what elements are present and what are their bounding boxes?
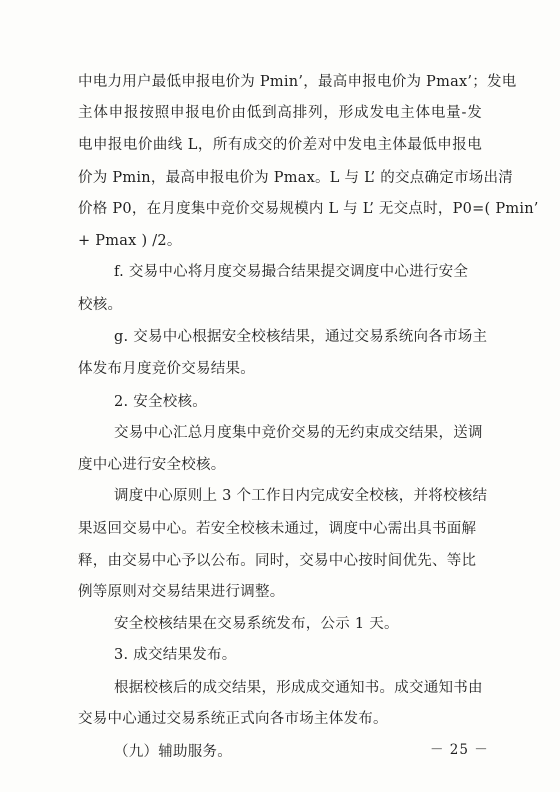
text-line-1: 中电力用户最低申报电价为 Pmin’，最高申报电价为 Pmax’；发电 (78, 73, 517, 90)
text-line-3: 电申报电价曲线 L，所有成交的价差对中发电主体最低申报电 (78, 136, 482, 153)
text-line-2: 主体申报按照申报电价由低到高排列，形成发电主体电量-发 (78, 105, 482, 122)
text-line-21: 交易中心通过交易系统正式向各市场主体发布。 (78, 711, 388, 728)
section-heading-3: 3. 成交结果发布。 (114, 647, 237, 664)
text-line-15: 果返回交易中心。若安全校核未通过，调度中心需出具书面解 (78, 520, 477, 537)
text-line-7: f. 交易中心将月度交易撮合结果提交调度中心进行安全 (114, 264, 469, 281)
text-line-17: 例等原则对交易结果进行调整。 (78, 584, 285, 601)
text-line-10: 体发布月度竞价交易结果。 (78, 361, 255, 378)
text-line-6: + Pmax ) /2。 (78, 232, 182, 249)
page-number: － 25 － (430, 742, 489, 758)
text-line-20: 根据校核后的成交结果，形成成交通知书。成交通知书由 (114, 679, 483, 696)
text-line-18: 安全校核结果在交易系统发布，公示 1 天。 (114, 615, 399, 632)
text-line-9: g. 交易中心根据安全校核结果，通过交易系统向各市场主 (114, 329, 488, 346)
subsection-heading-nine: （九）辅助服务。 (114, 744, 232, 761)
text-line-13: 度中心进行安全校核。 (78, 456, 226, 473)
text-line-16: 释，由交易中心予以公布。同时，交易中心按时间优先、等比 (78, 552, 477, 569)
text-line-14: 调度中心原则上 3 个工作日内完成安全校核，并将校核结 (114, 488, 488, 505)
text-line-8: 校核。 (78, 296, 123, 313)
section-heading-2: 2. 安全校核。 (114, 393, 207, 410)
text-line-5: 价格 P0，在月度集中竞价交易规模内 L 与 L’ 无交点时，P0=( Pmin’ (78, 201, 539, 218)
text-line-4: 价为 Pmin，最高申报电价为 Pmax。L 与 L’ 的交点确定市场出清 (78, 169, 513, 186)
text-line-12: 交易中心汇总月度集中竞价交易的无约束成交结果，送调 (114, 425, 483, 442)
